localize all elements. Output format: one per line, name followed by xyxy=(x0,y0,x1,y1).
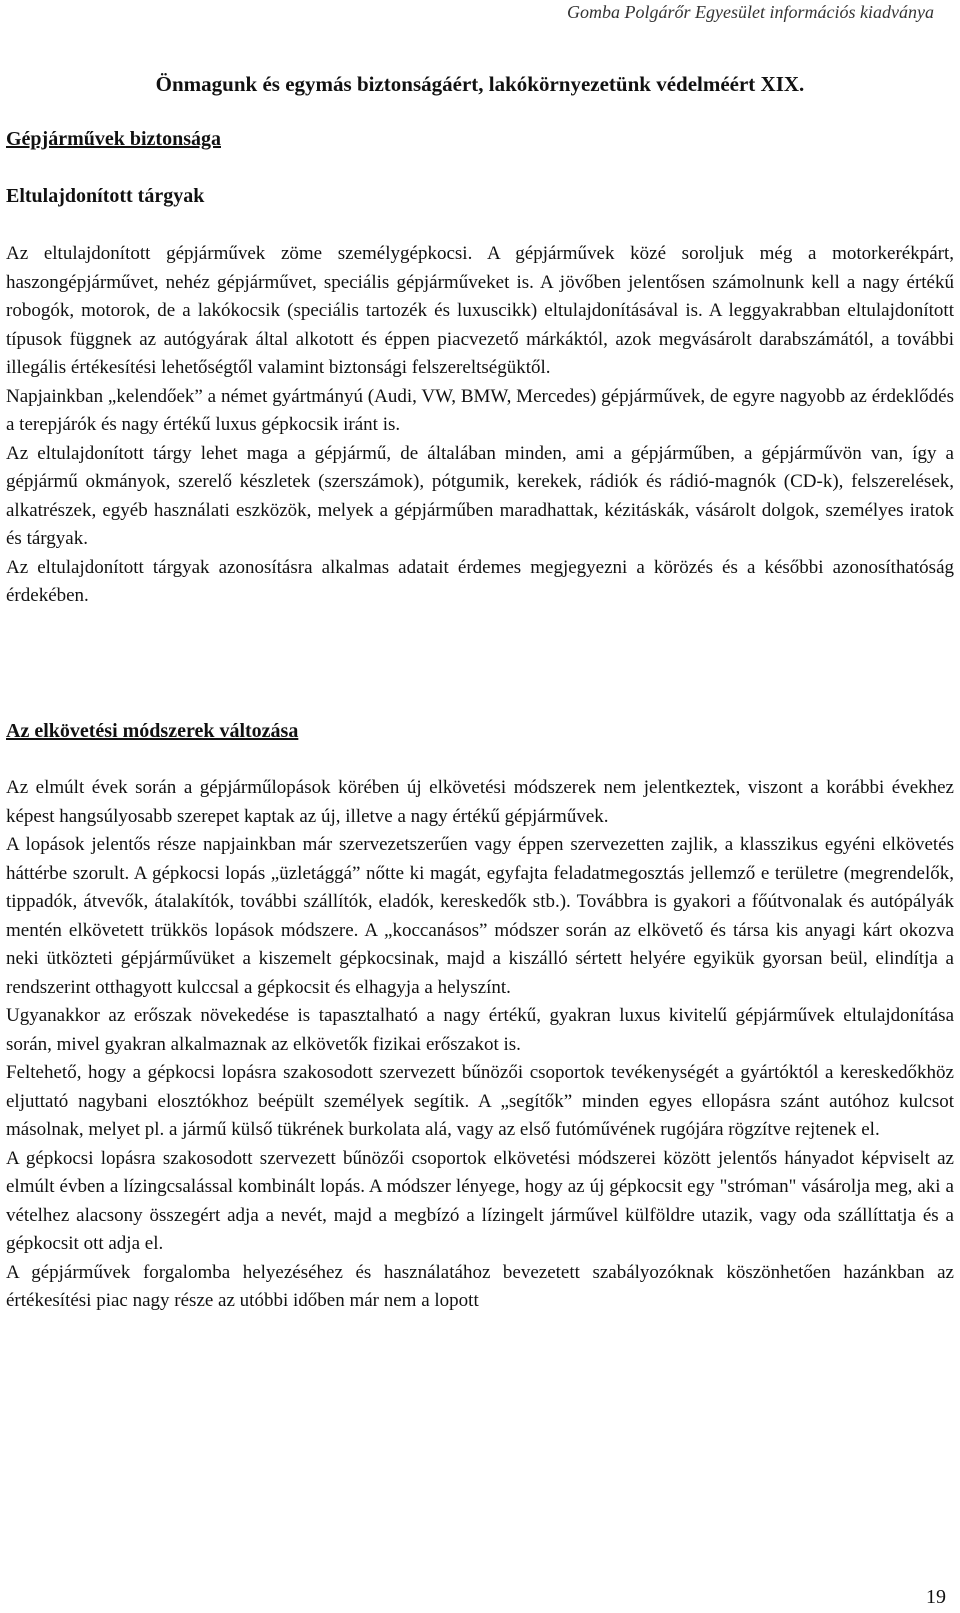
paragraph: A gépkocsi lopásra szakosodott szervezett bűnözői csoportok elkövetési módszerei között jelentős hányadot képviselt az elmúlt évben a lízingcsalással kombinált lopás. A módszer lényege, hogy az új gépkocsit egy "stróman" vásárolja meg, aki a vételhez alacsony összegért adja a nevét, majd a megbízó a lízingelt járművel külföldre utazik, vagy oda szállíttatja és a gépkocsit ott adja el. xyxy=(6,1147,954,1254)
paragraph: Az eltulajdonított tárgy lehet maga a gépjármű, de általában minden, ami a gépjárműben, a gépjárművön van, így a gépjármű okmányok, szerelő készletek (szerszámok), pótgumik, kerekek, rádiók és rádió-magnók (CD-k), felszerelések, alkatrészek, egyéb használati eszközök, melyek a gépjárműben maradhattak, kézitáskák, vásárolt dolgok, személyes iratok és tárgyak. xyxy=(6,442,954,549)
paragraph: Az eltulajdonított gépjárművek zöme személygépkocsi. A gépjárművek közé soroljuk még a motorkerékpárt, haszongépjárművet, nehéz gépjárművet, speciális gépjárműveket is. A jövőben jelentősen számolnunk kell a nagy értékű robogók, motorok, de a lakókocsik (speciális tartozék és luxuscikk) eltulajdonításával is. A leggyakrabban eltulajdonított típusok függnek az autógyárak által alkotott és éppen piacvezető márkáktól, azok megvásárolt darabszámától, a további illegális értékesítési lehetőségtől valamint biztonsági felszereltségüktől. xyxy=(6,243,954,378)
section-heading-methods: Az elkövetési módszerek változása xyxy=(6,720,299,742)
stolen-items-text xyxy=(6,240,954,611)
paragraph: Az eltulajdonított tárgyak azonosításra alkalmas adatait érdemes megjegyezni a körözés és a későbbi azonosíthatóság érdekében. xyxy=(6,556,954,606)
methods-text xyxy=(6,774,954,1316)
paragraph: A lopások jelentős része napjainkban már szervezetszerűen vagy éppen szervezetten zajlik, a klasszikus egyéni elkövetés háttérbe szorult. A gépkocsi lopás „üzletággá” nőtte ki magát, egyfajta feladatmegosztás jellemző e területre (megrendelők, tippadók, átvevők, átalakítók, további szállítók, eladók, kereskedők stb.). Továbbra is gyakori a főútvonalak és autópályák mentén elkövetett trükkös lopások módszere. A „koccanásos” módszer során az elkövető és társa kis anyagi kárt okozva neki ütközteti gépjárművüket a kiszemelt gépkocsinak, majd a kiszálló sértett helyére egyikük gyorsan beül, elindítja a rendszerint otthagyott kulccsal a gépkocsit és elhagyja a helyszínt. xyxy=(6,834,954,998)
article-title: Önmagunk és egymás biztonságáért, lakókörnyezetünk védelméért XIX. xyxy=(155,72,805,96)
paragraph: A gépjárművek forgalomba helyezéséhez és használatához bevezetett szabályozóknak köszönhetően hazánkban az értékesítési piac nagy része az utóbbi időben már nem a lopott xyxy=(6,1261,954,1311)
paragraph: Feltehető, hogy a gépkocsi lopásra szakosodott szervezett bűnözői csoportok tevékenységét a gyártóktól a kereskedőkhöz eljuttató nagybani elosztókhoz beépült személyek segítik. A „segítők” minden egyes ellopásra szánt autóhoz kulcsot másolnak, melyet pl. a jármű külső tükrének burkolata alá, vagy az első futóművének rugójára rögzítve rejtenek el. xyxy=(6,1062,954,1140)
running-header: Gomba Polgárőr Egyesület információs kiadványa xyxy=(567,2,934,22)
section-heading-stolen-items: Eltulajdonított tárgyak xyxy=(6,185,205,207)
section-heading-vehicle-security: Gépjárművek biztonsága xyxy=(6,128,221,150)
paragraph: Az elmúlt évek során a gépjárműlopások körében új elkövetési módszerek nem jelentkeztek, viszont a korábbi évekhez képest hangsúlyosabb szerepet kaptak az új, illetve a nagy értékű gépjárművek. xyxy=(6,777,954,827)
page-number: 19 xyxy=(926,1586,946,1608)
paragraph: Ugyanakkor az erőszak növekedése is tapasztalható a nagy értékű, gyakran luxus kivitelű gépjárművek eltulajdonítása során, mivel gyakran alkalmaznak az elkövetők fizikai erőszakot is. xyxy=(6,1005,954,1055)
paragraph: Napjainkban „kelendőek” a német gyártmányú (Audi, VW, BMW, Mercedes) gépjárművek, de egyre nagyobb az érdeklődés a terepjárók és nagy értékű luxus gépkocsik iránt is. xyxy=(6,385,954,435)
